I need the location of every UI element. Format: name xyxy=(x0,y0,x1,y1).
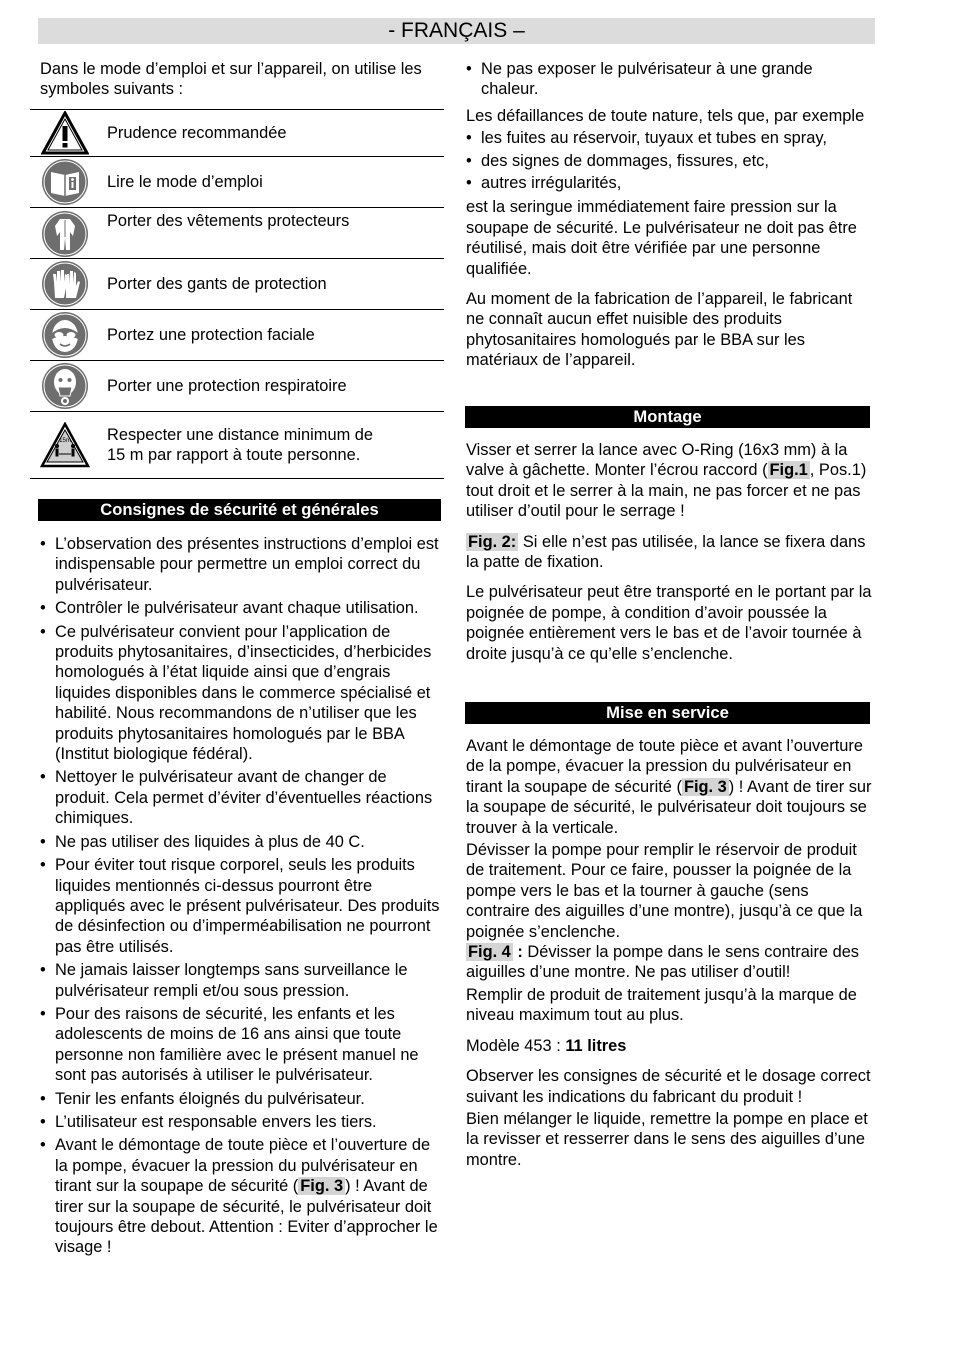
safety-list xyxy=(40,534,440,1258)
symbol-label: Prudence recommandée xyxy=(107,123,287,142)
text-span: : xyxy=(512,943,523,962)
text-span: ) ! Avant de tirer sur la soupape de sécurité, le pulvérisateur doit toujours se trouver à la verticale. xyxy=(466,777,872,837)
face-protection-icon xyxy=(30,311,100,359)
montage-section xyxy=(466,440,872,674)
symbol-label: Porter une protection respiratoire xyxy=(107,376,347,395)
safety-list-column xyxy=(40,534,440,1261)
symbol-row xyxy=(30,157,444,208)
figure-reference: Fig. 4 xyxy=(468,943,511,962)
right-column xyxy=(466,59,872,381)
service-paragraph xyxy=(466,736,872,838)
symbol-row xyxy=(30,110,444,157)
text-span: ) ! Avant de tirer sur la soupape de sécurité, le pulvérisateur doit toujours être debout. Attention : Eviter d’approcher le visage ! xyxy=(55,1177,438,1257)
heat-warning-list xyxy=(466,59,872,100)
manufacturer-note: Au moment de la fabrication de l’appareil, le fabricant ne connaît aucun effet nuisible des produits phytosanitaires homologués par le BBA sur les matériaux de l’appareil. xyxy=(466,290,853,370)
symbol-label: Porter des gants de protection xyxy=(107,274,327,293)
protective-clothing-icon xyxy=(30,208,100,258)
montage-paragraph: Le pulvérisateur peut être transporté en le portant par la poignée de pompe, à condition d’avoir poussée la poignée entièrement vers le bas et de l’avoir tournée à droite jusqu’à ce qu’elle s’enclenche. xyxy=(466,583,872,663)
symbol-row xyxy=(30,361,444,412)
symbol-row xyxy=(30,259,444,310)
list-item: • Ne pas utiliser des liquides à plus de 40 C. xyxy=(40,832,440,852)
figure-reference: Fig. 3 xyxy=(300,1177,344,1196)
figure-reference: Fig. 2: xyxy=(468,532,517,551)
symbol-label: Porter des vêtements protecteurs xyxy=(107,212,350,230)
list-item: • des signes de dommages, fissures, etc, xyxy=(466,151,872,171)
montage-paragraph xyxy=(466,440,872,522)
list-item: • L’utilisateur est responsable envers les tiers. xyxy=(40,1112,440,1132)
service-section xyxy=(466,736,872,1180)
text-span: Avant le démontage de toute pièce et avant l’ouverture de la pompe, évacuer la pression du pulvérisateur en tirant la soupape de sécurité ( xyxy=(466,737,863,796)
list-item: • Ce pulvérisateur convient pour l’application de produits phytosanitaires, d’insecticides, d’herbicides homologués à l’état liquide ainsi que d’engrais liquides disponibles dans le commerce spécialisé et habilité. Nous recommandons de n’utiliser que les produits phytosanitaires homologués par le BBA (Institut biologique fédéral). xyxy=(40,622,440,765)
text-span: Dévisser la pompe dans le sens contraire des aiguilles d’une montre. Ne pas utiliser d’outil! xyxy=(466,943,860,982)
symbol-label: Respecter une distance minimum de 15 m par rapport à toute personne. xyxy=(107,425,374,464)
list-item: • Tenir les enfants éloignés du pulvérisateur. xyxy=(40,1089,440,1109)
failures-intro: Les défaillances de toute nature, tels que, par exemple xyxy=(466,106,865,125)
protective-gloves-icon xyxy=(30,260,100,308)
service-paragraph: Dévisser la pompe pour remplir le réservoir de produit de traitement. Pour ce faire, pousser la poignée de la pompe vers le bas et la tourner à gauche (sens contraire des aiguilles d’une montre), jusqu’à ce que la poignée s’enclenche. xyxy=(466,841,863,941)
text-span: Si elle n’est pas utilisée, la lance se fixera dans la patte de fixation. xyxy=(466,532,866,572)
montage-paragraph xyxy=(466,532,872,573)
service-paragraph xyxy=(466,942,872,983)
section-heading-montage: Montage xyxy=(465,406,870,428)
model-line xyxy=(466,1036,872,1056)
warning-triangle-icon xyxy=(30,111,100,155)
text-span: , Pos.1) tout droit et le serrer à la main, ne pas forcer et ne pas utiliser d’outil pour le serrage ! xyxy=(466,461,867,521)
service-paragraph: Bien mélanger le liquide, remettre la pompe en place et la revisser et resserrer dans le sens des aiguilles d’une montre. xyxy=(466,1109,868,1169)
symbol-row xyxy=(30,310,444,361)
left-column xyxy=(40,59,442,110)
list-item: • autres irrégularités, xyxy=(466,173,872,193)
list-item: • Nettoyer le pulvérisateur avant de changer de produit. Cela permet d’éviter d’éventuelles réactions chimiques. xyxy=(40,767,440,828)
list-item: • L’observation des présentes instructions d’emploi est indispensable pour permettre un emploi correct du pulvérisateur. xyxy=(40,534,440,595)
service-paragraph: Observer les consignes de sécurité et le dosage correct suivant les indications du fabricant du produit ! xyxy=(466,1067,871,1106)
list-item: • Ne pas exposer le pulvérisateur à une grande chaleur. xyxy=(466,59,872,100)
list-item: • Contrôler le pulvérisateur avant chaque utilisation. xyxy=(40,598,440,618)
text-span: Visser et serrer la lance avec O-Ring (16x3 mm) à la valve à gâchette. Monter l’écrou raccord ( xyxy=(466,441,848,480)
intro-text: Dans le mode d’emploi et sur l’appareil, on utilise les symboles suivants : xyxy=(40,60,422,99)
figure-reference: Fig. 3 xyxy=(683,777,727,796)
section-heading-service: Mise en service xyxy=(465,702,870,724)
model-label: Modèle 453 : xyxy=(466,1036,566,1055)
list-item xyxy=(40,1135,440,1257)
keep-distance-icon xyxy=(30,422,100,468)
page-title: - FRANÇAIS – xyxy=(38,18,875,44)
respiratory-protection-icon xyxy=(30,362,100,410)
distance-badge: 15m xyxy=(59,438,71,444)
symbol-label: Portez une protection faciale xyxy=(107,325,315,344)
list-item: • les fuites au réservoir, tuyaux et tubes en spray, xyxy=(466,128,872,148)
symbol-label: Lire le mode d’emploi xyxy=(107,172,263,191)
service-paragraph: Remplir de produit de traitement jusqu’à la marque de niveau maximum tout au plus. xyxy=(466,985,857,1025)
list-item: • Pour des raisons de sécurité, les enfants et les adolescents de moins de 16 ans ainsi que toute personne non familière avec le présent manuel ne sont pas autorisés à utiliser le pulvérisateur. xyxy=(40,1004,440,1086)
failures-list xyxy=(466,128,872,193)
list-item: • Ne jamais laisser longtemps sans surveillance le pulvérisateur rempli et/ou sous pression. xyxy=(40,960,440,1001)
failures-outro: est la seringue immédiatement faire pression sur la soupape de sécurité. Le pulvérisateur ne doit pas être réutilisé, mais doit être vérifiée par une personne qualifiée. xyxy=(466,198,857,278)
figure-reference: Fig.1 xyxy=(769,461,808,480)
symbol-row xyxy=(30,208,444,259)
symbol-row xyxy=(30,412,444,479)
symbol-table xyxy=(30,109,444,479)
text-span: Avant le démontage de toute pièce et l’ouverture de la pompe, évacuer la pression du pulvérisateur en tirant sur la soupape de sécurité ( xyxy=(55,1136,431,1196)
model-capacity: 11 litres xyxy=(565,1036,627,1055)
section-heading-safety: Consignes de sécurité et générales xyxy=(38,499,441,521)
read-manual-icon xyxy=(30,158,100,206)
list-item: • Pour éviter tout risque corporel, seuls les produits liquides mentionnés ci-dessus pourront être appliqués avec le présent pulvérisateur. Des produits de désinfection ou d’imperméabilisation ne pourront pas être utilisés. xyxy=(40,855,440,957)
